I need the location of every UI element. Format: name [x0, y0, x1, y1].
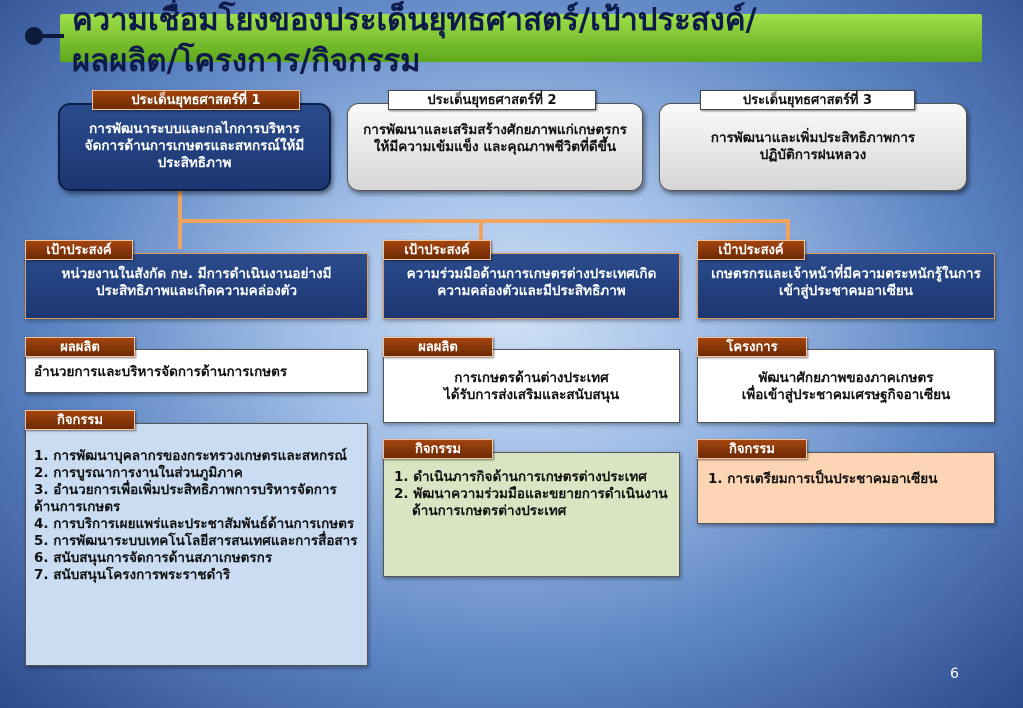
title-line-1: ความเชื่อมโยงของประเด็นยุทธศาสตร์/เป้าประสงค์/ [72, 2, 757, 38]
project-tag: โครงการ [697, 337, 807, 357]
strategy-box-2 [347, 103, 643, 191]
goal-box-1 [25, 253, 368, 319]
output-text-1: อำนวยการและบริหารจัดการด้านการเกษตร [34, 364, 288, 380]
page-number: 6 [950, 666, 959, 682]
strategy-text-1: การพัฒนาระบบและกลไกการบริหารจัดการด้านการเกษตรและสหกรณ์ให้มีประสิทธิภาพ [84, 121, 305, 171]
activity-2-item-2: 2. พัฒนาความร่วมมือและขยายการดำเนินงานด้านการเกษตรต่างประเทศ [394, 486, 668, 519]
connector-horizontal [178, 219, 790, 223]
activity-tag-1: กิจกรรม [25, 410, 135, 430]
output-tag-1: ผลผลิต [25, 337, 135, 357]
strategy-tag-3: ประเด็นยุทธศาสตร์ที่ 3 [700, 90, 915, 110]
goal-text-3: เกษตรกรและเจ้าหน้าที่มีความตระหนักรู้ในการเข้าสู่ประชาคมอาเซียน [711, 266, 981, 299]
title-line-2: ผลผลิต/โครงการ/กิจกรรม [72, 43, 421, 79]
activity-box-2 [383, 452, 680, 577]
page-title [72, 0, 1002, 82]
strategy-tag-2: ประเด็นยุทธศาสตร์ที่ 2 [388, 90, 596, 110]
project-text-line1: พัฒนาศักยภาพของภาคเกษตร [758, 370, 934, 386]
activity-1-item-6: 6. สนับสนุนการจัดการด้านสภาเกษตรกร [34, 550, 273, 566]
output-tag-2: ผลผลิต [383, 337, 493, 357]
goal-tag-1: เป้าประสงค์ [25, 240, 133, 260]
activity-list-3 [708, 471, 986, 488]
output-text-2-line1: การเกษตรด้านต่างประเทศ [454, 370, 609, 386]
activity-1-item-5: 5. การพัฒนาระบบเทคโนโลยีสารสนเทศและการสื่อสาร [34, 533, 358, 549]
strategy-tag-1: ประเด็นยุทธศาสตร์ที่ 1 [92, 90, 300, 110]
title-bullet-dot [25, 27, 43, 45]
strategy-text-2: การพัฒนาและเสริมสร้างศักยภาพแก่เกษตรกรให้มีความเข้มแข็ง และคุณภาพชีวิตที่ดีขึ้น [363, 122, 627, 155]
title-bullet-line [40, 34, 64, 38]
goal-tag-2: เป้าประสงค์ [383, 240, 491, 260]
output-box-2 [383, 349, 680, 423]
goal-box-2 [383, 253, 680, 319]
project-text-line2: เพื่อเข้าสู่ประชาคมเศรษฐกิจอาเซียน [741, 387, 951, 403]
activity-1-item-3: 3. อำนวยการเพื่อเพิ่มประสิทธิภาพการบริหารจัดการด้านการเกษตร [34, 482, 337, 515]
activity-tag-3: กิจกรรม [697, 439, 807, 459]
activity-1-item-7: 7. สนับสนุนโครงการพระราชดำริ [34, 567, 231, 583]
activity-tag-2: กิจกรรม [383, 439, 493, 459]
activity-2-item-1: 1. ดำเนินภารกิจด้านการเกษตรต่างประเทศ [394, 469, 647, 485]
goal-text-2: ความร่วมมือด้านการเกษตรต่างประเทศเกิดความคล่องตัวและมีประสิทธิภาพ [406, 266, 657, 299]
activity-1-item-4: 4. การบริการเผยแพร่และประชาสัมพันธ์ด้านการเกษตร [34, 516, 355, 532]
strategy-box-3 [659, 103, 967, 191]
project-box [697, 349, 995, 423]
activity-list-2 [394, 469, 671, 520]
activity-3-item-1: 1. การเตรียมการเป็นประชาคมอาเซียน [708, 471, 938, 487]
goal-box-3 [697, 253, 995, 319]
activity-box-1 [25, 423, 368, 666]
goal-text-1: หน่วยงานในสังกัด กษ. มีการดำเนินงานอย่างมีประสิทธิภาพและเกิดความคล่องตัว [61, 266, 332, 299]
activity-1-item-1: 1. การพัฒนาบุคลากรของกระทรวงเกษตรและสหกรณ์ [34, 448, 347, 464]
goal-tag-3: เป้าประสงค์ [697, 240, 805, 260]
strategy-box-1 [58, 103, 331, 191]
activity-1-item-2: 2. การบูรณาการงานในส่วนภูมิภาค [34, 465, 243, 481]
activity-list-1 [34, 448, 359, 584]
strategy-text-3: การพัฒนาและเพิ่มประสิทธิภาพการปฏิบัติการฝนหลวง [710, 130, 916, 163]
activity-box-3 [697, 452, 995, 524]
output-text-2-line2: ได้รับการส่งเสริมและสนับสนุน [443, 387, 620, 403]
